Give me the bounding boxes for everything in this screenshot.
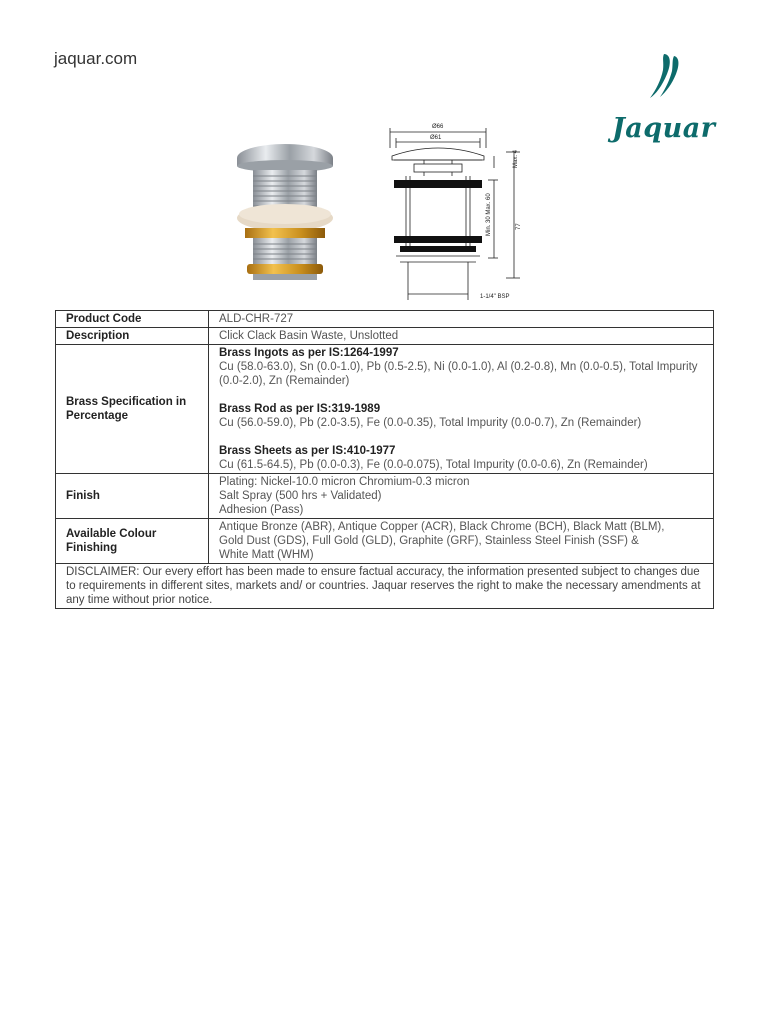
brass-ingots-title: Brass Ingots as per IS:1264-1997 bbox=[219, 347, 399, 359]
brass-rod-title: Brass Rod as per IS:319-1989 bbox=[219, 403, 381, 415]
site-url[interactable]: jaquar.com bbox=[54, 49, 138, 68]
colour-value bbox=[209, 519, 714, 564]
brass-sheets-title: Brass Sheets as per IS:410-1977 bbox=[219, 445, 396, 457]
dim-height: 77 bbox=[516, 223, 522, 230]
finish-line: Adhesion (Pass) bbox=[219, 504, 304, 516]
finish-label: Finish bbox=[56, 474, 209, 519]
drawing-seal-bottom bbox=[394, 236, 482, 243]
brass-ingots-text: Cu (58.0-63.0), Sn (0.0-1.0), Pb (0.5-2.5), Ni (0.0-1.0), Al (0.2-0.8), Mn (0.0-0.5), Total Impurity (0.0-2.0), Zn (Remainder) bbox=[219, 361, 698, 387]
table-row-disclaimer bbox=[56, 564, 714, 609]
brass-spec-value bbox=[209, 345, 714, 474]
table-row-description bbox=[56, 328, 714, 345]
disclaimer-text: DISCLAIMER: Our every effort has been made to ensure factual accuracy, the information presented subject to changes due to requirements in different sites, markets and/ or countries. Jaquar reserves the right to make the necessary amendments at any time without prior notice. bbox=[56, 564, 714, 609]
colour-line: Antique Bronze (ABR), Antique Copper (ACR), Black Chrome (BCH), Black Matt (BLM), bbox=[219, 521, 665, 533]
colour-label: Available Colour Finishing bbox=[56, 519, 209, 564]
dim-dia-outer: Ø66 bbox=[432, 124, 444, 130]
logo-swoosh-icon bbox=[612, 52, 716, 112]
finish-line: Salt Spray (500 hrs + Validated) bbox=[219, 490, 382, 502]
colour-line: White Matt (WHM) bbox=[219, 549, 314, 561]
finish-value bbox=[209, 474, 714, 519]
table-row-brass-spec bbox=[56, 345, 714, 474]
jaquar-logo bbox=[612, 52, 716, 144]
description-value: Click Clack Basin Waste, Unslotted bbox=[209, 328, 714, 345]
dim-max-4: Max. 4 bbox=[513, 149, 519, 168]
brass-sheets-text: Cu (61.5-64.5), Pb (0.0-0.3), Fe (0.0-0.075), Total Impurity (0.0-0.6), Zn (Remainder) bbox=[219, 459, 648, 471]
product-code-value: ALD-CHR-727 bbox=[209, 311, 714, 328]
brass-spec-label: Brass Specification in Percentage bbox=[56, 345, 209, 474]
product-code-label: Product Code bbox=[56, 311, 209, 328]
table-row-product-code bbox=[56, 311, 714, 328]
spec-table bbox=[55, 310, 714, 609]
dim-min-max: Min. 30 Max. 60 bbox=[486, 193, 492, 236]
drawing-seal-top bbox=[394, 180, 482, 188]
technical-drawing bbox=[386, 118, 526, 303]
colour-line: Gold Dust (GDS), Full Gold (GLD), Graphite (GRF), Stainless Steel Finish (SSF) & bbox=[219, 535, 639, 547]
logo-wordmark: Jaquar bbox=[612, 113, 716, 144]
dim-dia-inner: Ø61 bbox=[430, 135, 442, 141]
table-row-colour bbox=[56, 519, 714, 564]
brass-rod-text: Cu (56.0-59.0), Pb (2.0-3.5), Fe (0.0-0.35), Total Impurity (0.0-0.7), Zn (Remainder) bbox=[219, 417, 642, 429]
dim-thread: 1-1/4" BSP bbox=[480, 294, 510, 300]
product-photo bbox=[233, 140, 337, 282]
description-label: Description bbox=[56, 328, 209, 345]
finish-line: Plating: Nickel-10.0 micron Chromium-0.3 micron bbox=[219, 476, 470, 488]
table-row-finish bbox=[56, 474, 714, 519]
